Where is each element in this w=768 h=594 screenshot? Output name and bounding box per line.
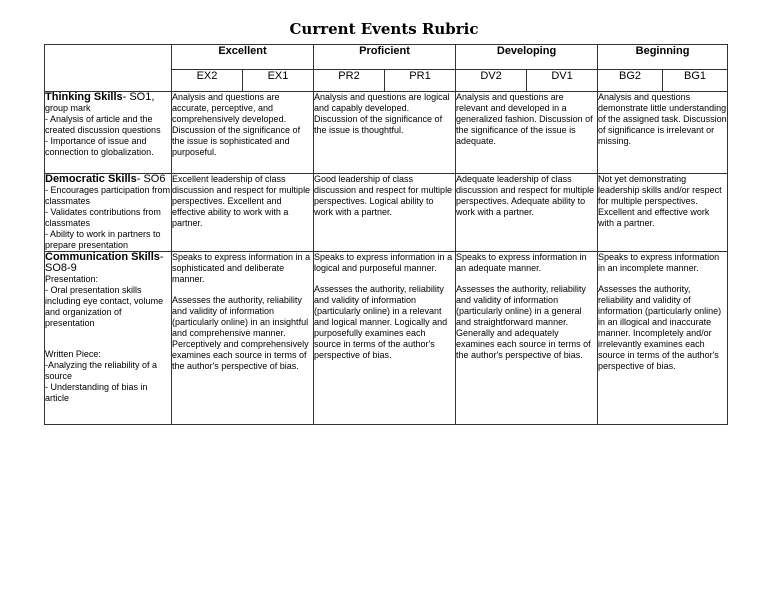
criteria-line: - Analysis of article and the created discussion questions bbox=[45, 114, 161, 135]
skill-outcome-code: SO8-9 bbox=[45, 262, 77, 274]
corner-cell bbox=[45, 45, 172, 92]
code-bg1: BG1 bbox=[663, 70, 728, 92]
category-communication bbox=[45, 252, 172, 425]
criteria-line: - Importance of issue and connection to globalization. bbox=[45, 136, 154, 157]
written-descriptor: Assesses the authority, reliability and validity of information (particularly online) in an insightful and comprehensive manner. Perceptively and comprehensively examines each source in terms of the author's perspective of bias. bbox=[172, 295, 309, 371]
criteria-line: Written Piece: bbox=[45, 349, 101, 359]
criteria-line: - Understanding of bias in article bbox=[45, 382, 148, 403]
cell-thinking-beginning: Analysis and questions demonstrate little understanding of the assigned task. Discussion of significance is irrelevant or missing. bbox=[598, 92, 728, 174]
cell-democratic-developing: Adequate leadership of class discussion and respect for multiple perspectives. Adequate ability to work with a partner. bbox=[456, 174, 598, 252]
cell-communication-developing bbox=[456, 252, 598, 425]
speaking-descriptor: Speaks to express information in a logical and purposeful manner. bbox=[314, 252, 453, 273]
code-dv2: DV2 bbox=[456, 70, 527, 92]
rubric-row-communication bbox=[45, 252, 728, 425]
skill-name: Communication Skills bbox=[45, 251, 160, 263]
level-developing: Developing bbox=[456, 45, 598, 70]
code-ex1: EX1 bbox=[243, 70, 314, 92]
level-header-row bbox=[45, 45, 728, 70]
rubric-table bbox=[44, 44, 728, 425]
rubric-row-democratic bbox=[45, 174, 728, 252]
cell-thinking-proficient: Analysis and questions are logical and capably developed. Discussion of the significance of the issue is thoughtful. bbox=[314, 92, 456, 174]
code-bg2: BG2 bbox=[598, 70, 663, 92]
cell-democratic-beginning: Not yet demonstrating leadership skills and/or respect for multiple perspectives. Excellent and effective work with a partner. bbox=[598, 174, 728, 252]
code-pr1: PR1 bbox=[385, 70, 456, 92]
skill-outcome: - SO1, bbox=[122, 91, 155, 103]
category-thinking bbox=[45, 92, 172, 174]
skill-name: Democratic Skills bbox=[45, 173, 137, 185]
criteria-line: - Ability to work in partners to prepare presentation bbox=[45, 229, 161, 250]
code-dv1: DV1 bbox=[527, 70, 598, 92]
criteria-line: Presentation: bbox=[45, 274, 99, 284]
cell-thinking-developing: Analysis and questions are relevant and developed in a generalized fashion. Discussion of the significance of the issue is adequate. bbox=[456, 92, 598, 174]
skill-outcome: - SO6 bbox=[136, 173, 166, 185]
code-pr2: PR2 bbox=[314, 70, 385, 92]
written-descriptor: Assesses the authority, reliability and validity of information (particularly online) in an illogical and inaccurate manner. Incompletely and/or irrelevantly examines each source in terms of the author's perspective of bias. bbox=[598, 284, 722, 371]
speaking-descriptor: Speaks to express information in an incomplete manner. bbox=[598, 252, 720, 273]
level-proficient: Proficient bbox=[314, 45, 456, 70]
written-descriptor: Assesses the authority, reliability and validity of information (particularly online) in a relevant and logical manner. Logically and purposefully examines each source in terms of the author's perspective of bias. bbox=[314, 284, 448, 360]
cell-democratic-excellent: Excellent leadership of class discussion and respect for multiple perspectives. Excellent and effective ability to work with a partner. bbox=[172, 174, 314, 252]
level-excellent: Excellent bbox=[172, 45, 314, 70]
category-democratic bbox=[45, 174, 172, 252]
speaking-descriptor: Speaks to express information in a sophisticated and deliberate manner. bbox=[172, 252, 311, 284]
speaking-descriptor: Speaks to express information in an adequate manner. bbox=[456, 252, 587, 273]
criteria-line: - Encourages participation from classmates bbox=[45, 185, 171, 206]
skill-name: Thinking Skills bbox=[45, 91, 123, 103]
cell-communication-beginning bbox=[598, 252, 728, 425]
page-title: Current Events Rubric bbox=[289, 20, 479, 38]
written-descriptor: Assesses the authority, reliability and validity of information (particularly online) in a general and straightforward manner. Generally and adequately examines each source in terms of the author's perspective of bias. bbox=[456, 284, 591, 360]
skill-outcome: - bbox=[159, 251, 164, 263]
criteria-line: - Oral presentation skills including eye contact, volume and organization of presentation bbox=[45, 285, 164, 328]
criteria-line: - Validates contributions from classmates bbox=[45, 207, 161, 228]
cell-communication-excellent bbox=[172, 252, 314, 425]
rubric-row-thinking bbox=[45, 92, 728, 174]
criteria-line: -Analyzing the reliability of a source bbox=[45, 360, 158, 381]
cell-democratic-proficient: Good leadership of class discussion and respect for multiple perspectives. Logical ability to work with a partner. bbox=[314, 174, 456, 252]
criteria-line: group mark bbox=[45, 103, 91, 113]
code-ex2: EX2 bbox=[172, 70, 243, 92]
cell-thinking-excellent: Analysis and questions are accurate, perceptive, and comprehensively developed. Discussion of the significance of the issue is sophisticated and purposeful. bbox=[172, 92, 314, 174]
level-beginning: Beginning bbox=[598, 45, 728, 70]
cell-communication-proficient bbox=[314, 252, 456, 425]
